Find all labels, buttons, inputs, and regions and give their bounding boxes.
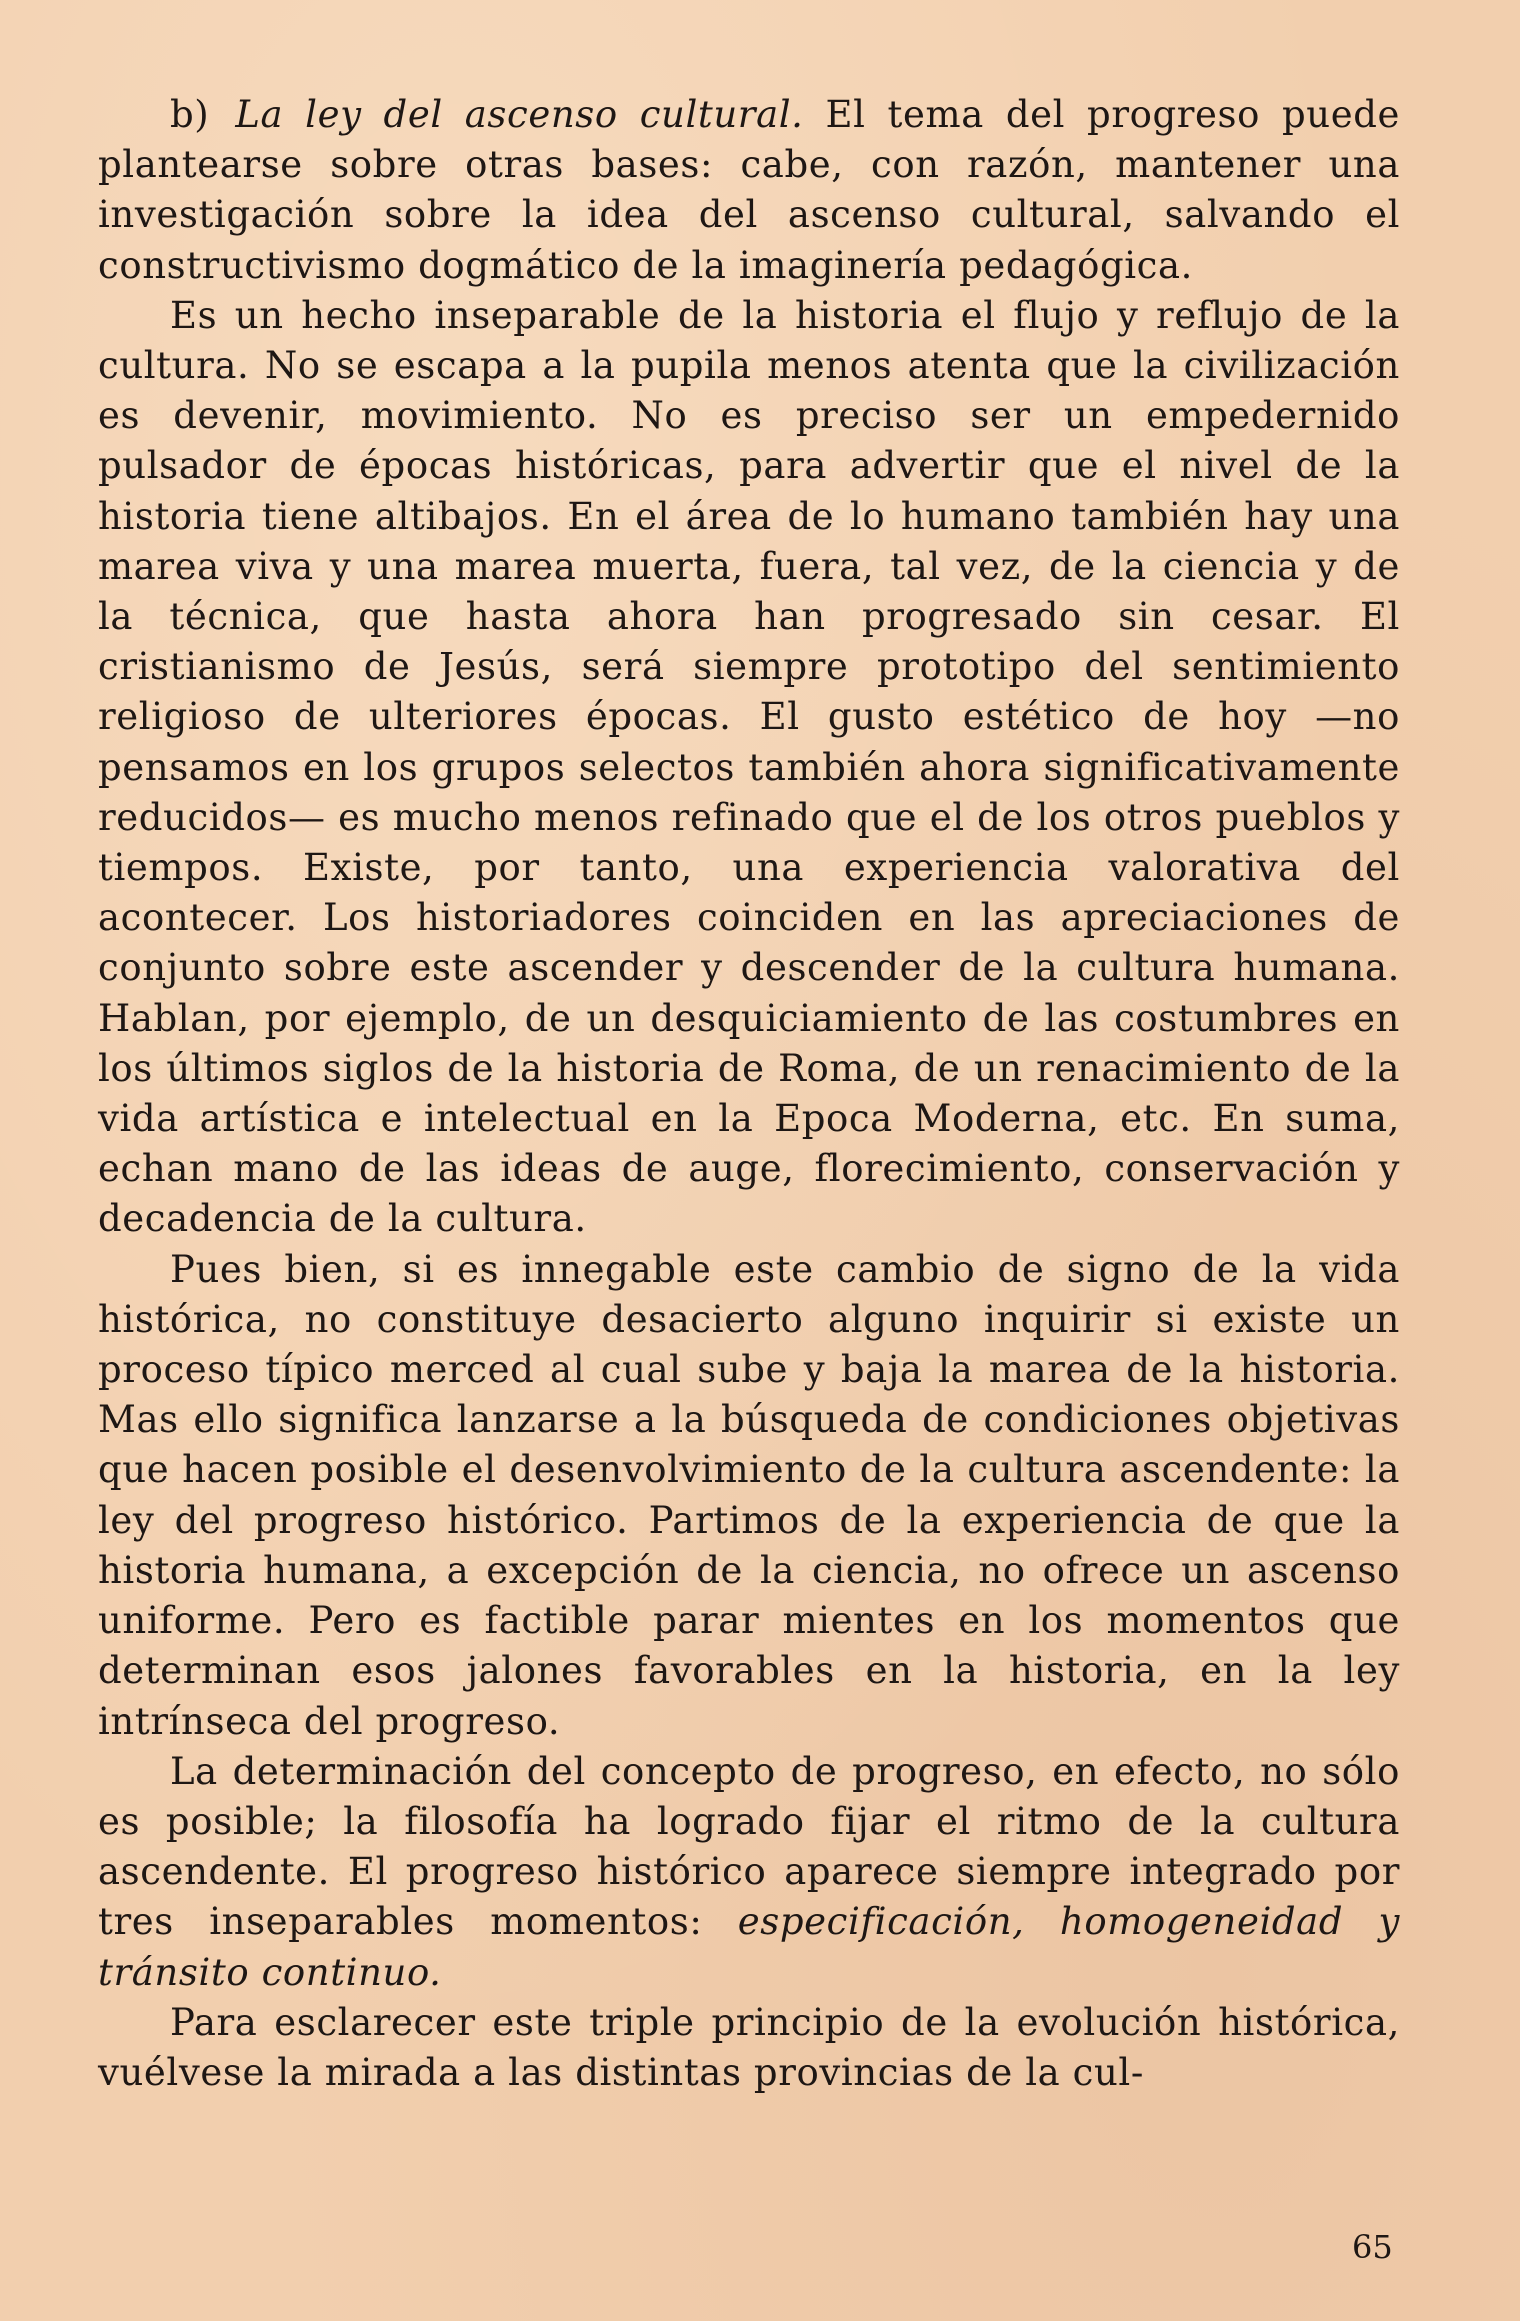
document-page xyxy=(98,90,1400,2098)
section-marker: b) xyxy=(170,93,210,136)
paragraph-4 xyxy=(98,1747,1400,1998)
paragraph-4-text: La determinación del concepto de progreso, en efecto, no sólo es posible; la filosofía ha logrado fijar el ritmo de la cultura ascendente. El progreso histórico aparece siempre integrado por tres inseparables momentos: xyxy=(98,1749,1400,1944)
section-heading: La ley del ascenso cultural. xyxy=(235,93,804,136)
emphasis-principles: especificación, homogeneidad y tránsito continuo. xyxy=(98,1900,1400,1994)
paragraph-3: Pues bien, si es innegable este cambio de signo de la vida histórica, no constituye desacierto alguno inquirir si existe un proceso típico merced al cual sube y baja la marea de la historia. Mas ello significa lanzarse a la búsqueda de condiciones objetivas que hacen posible el desenvolvimiento de la cultura ascendente: la ley del progreso histórico. Partimos de la experiencia de que la historia humana, a excepción de la ciencia, no ofrece un ascenso uniforme. Pero es factible parar mientes en los momentos que determinan esos jalones favorables en la historia, en la ley intrínseca del progreso. xyxy=(98,1247,1400,1743)
paragraph-5: Para esclarecer este triple principio de la evolución histórica, vuélvese la mirada a las distintas provincias de la cul- xyxy=(98,2000,1400,2094)
paragraph-2: Es un hecho inseparable de la historia el flujo y reflujo de la cultura. No se escapa a la pupila menos atenta que la civilización es devenir, movimiento. No es preciso ser un empedernido pulsador de épocas históricas, para advertir que el nivel de la historia tiene altibajos. En el área de lo humano también hay una marea viva y una marea muerta, fuera, tal vez, de la ciencia y de la técnica, que hasta ahora han progresado sin cesar. El cristianismo de Jesús, será siempre prototipo del sentimiento religioso de ulteriores épocas. El gusto estético de hoy —no pensamos en los grupos selectos también ahora significativamente reducidos— es mucho menos refinado que el de los otros pueblos y tiempos. Existe, por tanto, una experiencia valorativa del acontecer. Los historiadores coinciden en las apreciaciones de conjunto sobre este ascender y descender de la cultura humana. Hablan, por ejemplo, de un desquiciamiento de las costumbres en los últimos siglos de la historia de Roma, de un renacimiento de la vida artística e intelectual en la Epoca Moderna, etc. En suma, echan mano de las ideas de auge, florecimiento, conservación y decadencia de la cultura. xyxy=(98,293,1400,1241)
paragraph-1-text: El tema del progreso puede plantearse sobre otras bases: cabe, con razón, mantener una investigación sobre la idea del ascenso cultural, salvando el constructivismo dogmático de la imaginería pedagógica. xyxy=(98,93,1400,287)
page-number: 65 xyxy=(1352,2228,1393,2266)
paragraph-1 xyxy=(98,90,1400,291)
